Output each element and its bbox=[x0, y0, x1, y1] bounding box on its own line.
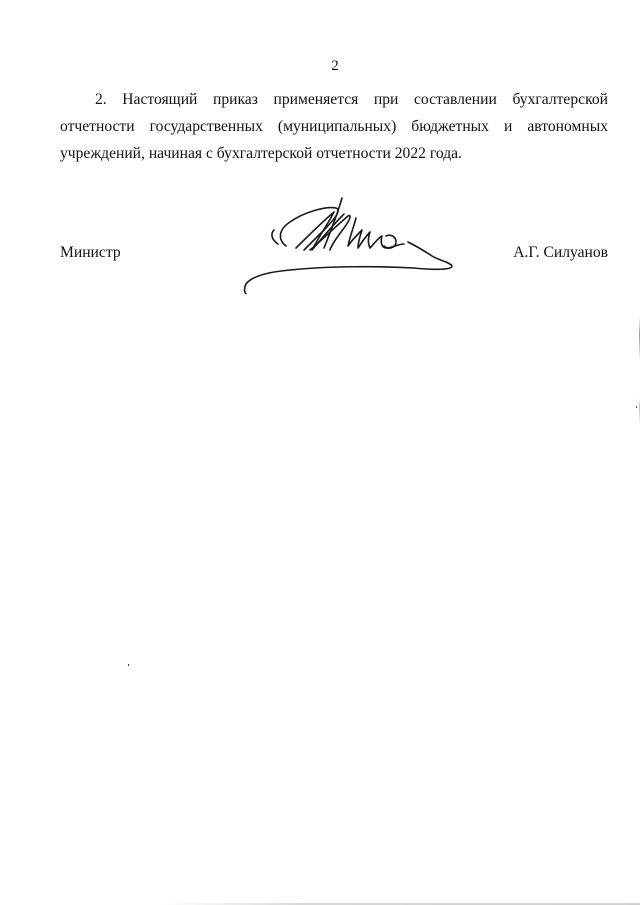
page-number: 2 bbox=[331, 58, 339, 74]
signature-block bbox=[60, 244, 608, 268]
signatory-name: А.Г. Силуанов bbox=[513, 244, 608, 261]
scan-speck bbox=[636, 406, 637, 408]
signatory-title: Министр bbox=[60, 244, 121, 261]
order-paragraph: 2. Настоящий приказ применяется при составлении бухгалтерской отчетности государственных (муниципальных) бюджетных и автономных учреждений, начиная с бухгалтерской отчетности 2022 года. bbox=[60, 91, 608, 162]
scan-speck bbox=[128, 664, 129, 666]
